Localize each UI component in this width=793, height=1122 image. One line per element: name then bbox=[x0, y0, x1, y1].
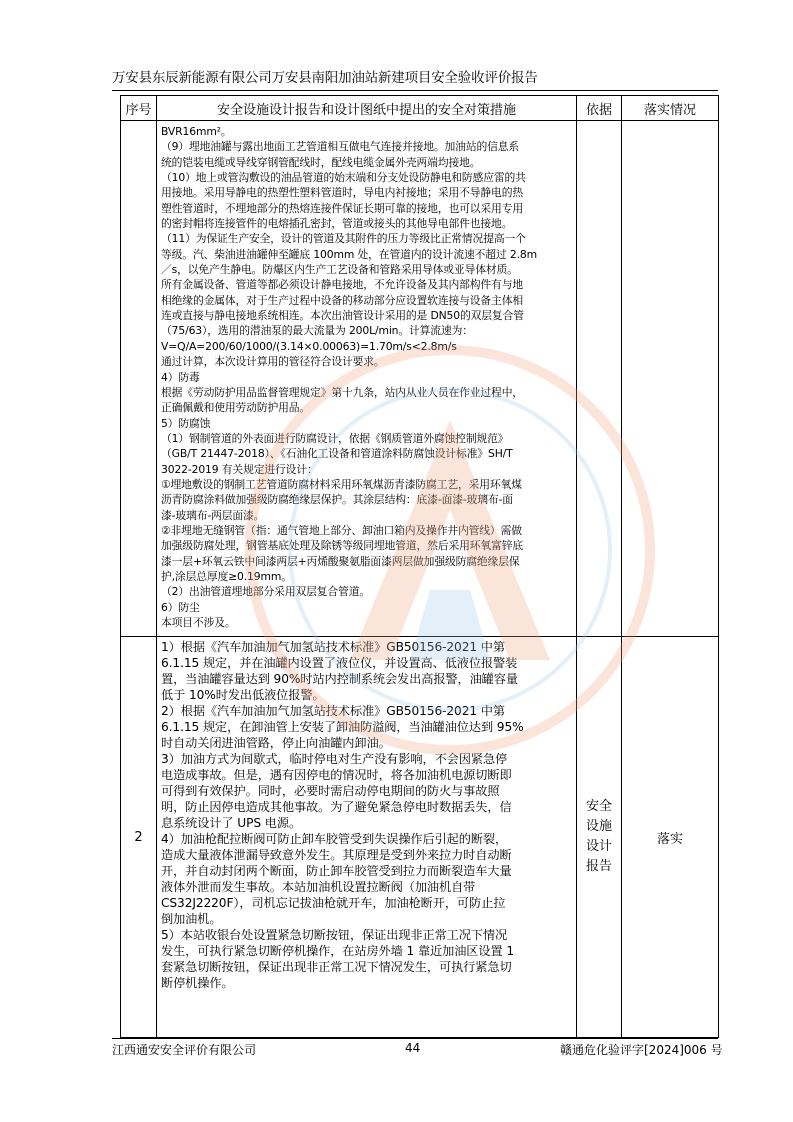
measure-text-line: 漆-玻璃布-两层面漆。 bbox=[161, 508, 265, 522]
measure-text-line: 漆一层+环氧云铁中间漆两层+丙烯酸聚氨脂面漆两层做加强级防腐绝缘层保 bbox=[161, 554, 520, 568]
measure-text-line: 造成大量液体泄漏导致意外发生。其原理是受到外来拉力时自动断 bbox=[161, 848, 512, 862]
measure-text-line: 相绝缘的金属体，对于生产过程中设备的移动部分应设置软连接与设备主体相 bbox=[161, 293, 523, 307]
row2-basis-line: 安全 bbox=[585, 799, 612, 814]
measure-text-line: （11）为保证生产安全，设计的管道及其附件的压力等级比正常情况提高一个 bbox=[161, 232, 526, 246]
measure-text-line: CS32J2220F），司机忘记拔油枪就开车，加油枪断开，可防止拉 bbox=[161, 896, 506, 910]
header-divider bbox=[112, 90, 718, 91]
measure-text-line: 电造成事故。但是，遇有因停电的情况时，将各加油机电源切断即 bbox=[161, 768, 512, 782]
measure-text-line: （1）钢制管道的外表面进行防腐设计，依据《钢质管道外腐蚀控制规范》 bbox=[161, 431, 509, 445]
measure-text-line: 所有金属设备、管道等都必须设计静电接地，不允许设备及其内部构件有与地 bbox=[161, 278, 523, 292]
measure-text-line: 连或直接与静电接地系统相连。本次出油管设计采用的是 DN50的双层复合管 bbox=[161, 309, 524, 323]
measure-text-line: 5）防腐蚀 bbox=[161, 416, 211, 430]
measure-text-line: 套紧急切断按钮，保证出现非正常工况下情况发生，可执行紧急切 bbox=[161, 960, 512, 974]
row2-basis-line: 设施 bbox=[585, 819, 612, 834]
measure-text-line: 发生，可执行紧急切断停机操作，在站房外墙 1 靠近加油区设置 1 bbox=[161, 944, 514, 958]
row2-basis-line: 设计 bbox=[585, 839, 612, 854]
row2-index-cell: 2 bbox=[121, 637, 157, 1038]
measure-text-line: 6.1.15 规定，在卸油管上安装了卸油防溢阀，当油罐油位达到 95% bbox=[161, 720, 524, 734]
column-header-measures: 安全设施设计报告和设计图纸中提出的安全对策措施 bbox=[157, 96, 577, 121]
measure-text-line: （GB/T 21447-2018）、《石油化工设备和管道涂料防腐蚀设计标准》SH/T bbox=[161, 447, 513, 461]
measure-text-line: 加强级防腐处理，钢管基底处理及除锈等级同埋地管道，然后采用环氧富锌底 bbox=[161, 539, 523, 553]
table-row bbox=[121, 637, 719, 1038]
measure-text-line: 低于 10%时发出低液位报警。 bbox=[161, 688, 325, 702]
column-header-basis: 依据 bbox=[577, 96, 622, 121]
measure-text-line: 5）本站收银台处设置紧急切断按钮，保证出现非正常工况下情况 bbox=[161, 928, 508, 942]
measure-text-line: 本项目不涉及。 bbox=[161, 616, 236, 629]
measure-text-line: 4）防毒 bbox=[161, 370, 200, 384]
row2-basis-line: 报告 bbox=[585, 859, 612, 874]
measure-text-line: 正确佩戴和使用劳动防护用品。 bbox=[161, 401, 311, 415]
safety-measures-table bbox=[120, 95, 719, 1038]
measure-text-line: 3）加油方式为间歇式，临时停电对生产没有影响，不会因紧急停 bbox=[161, 752, 508, 766]
column-header-status: 落实情况 bbox=[622, 96, 719, 121]
measure-text-line: 息系统设计了 UPS 电源。 bbox=[161, 816, 302, 830]
measure-text-line: 通过计算，本次设计算用的管径符合设计要求。 bbox=[161, 355, 385, 369]
measure-text-line: 6）防尘 bbox=[161, 600, 200, 614]
row2-measures-cell bbox=[157, 637, 577, 1038]
measure-text-line: 统的铠装电缆或导线穿钢管配线时，配线电缆金属外壳两端均接地。 bbox=[161, 155, 481, 169]
footer-divider bbox=[112, 1038, 718, 1039]
footer-page-number: 44 bbox=[405, 1041, 421, 1055]
measure-text-line: ①埋地敷设的钢制工艺管道防腐材料采用环氧煤沥青漆防腐工艺，采用环氧煤 bbox=[161, 477, 522, 491]
measure-text-line: 等级。汽、柴油进油罐伸至罐底 100mm 处，在管道内的设计流速不超过 2.8m bbox=[161, 247, 537, 261]
measure-text-line: 用接地。采用导静电的热塑性塑料管道时，导电内衬接地；采用不导静电的热 bbox=[161, 186, 523, 200]
measure-text-line: 4）加油枪配拉断阀可防止卸车胶管受到失误操作后引起的断裂， bbox=[161, 832, 508, 846]
column-header-index: 序号 bbox=[121, 96, 157, 121]
measure-text-line: ②非埋地无缝钢管（指：通气管地上部分、卸油口箱内及操作井内管线）需做 bbox=[161, 523, 522, 537]
table-header-row bbox=[121, 96, 719, 121]
measure-text-line: 3022-2019 有关规定进行设计： bbox=[161, 462, 318, 476]
measure-text-line: （10）地上或管沟敷设的油品管道的始末端和分支处设防静电和防感应雷的共 bbox=[161, 171, 526, 185]
measure-text-line: 塑性管道时，不埋地部分的热熔连接件保证长期可靠的接地，也可以采用专用 bbox=[161, 201, 523, 215]
measure-text-line: 明，防止因停电造成其他事故。为了避免紧急停电时数据丢失，信 bbox=[161, 800, 512, 814]
row1-measures-text bbox=[161, 124, 572, 630]
measure-text-line: 可得到有效保护。同时，必要时需启动停电期间的防火与事故照 bbox=[161, 784, 500, 798]
row1-basis-cell bbox=[577, 121, 622, 637]
row1-index-cell bbox=[121, 121, 157, 637]
measure-text-line: 沥青防腐涂料做加强级防腐绝缘层保护。其涂层结构：底漆-面漆-玻璃布-面 bbox=[161, 493, 513, 507]
measure-text-line: 液体外泄而发生事故。本站加油机设置拉断阀（加油机自带 bbox=[161, 880, 476, 894]
row1-measures-cell bbox=[157, 121, 577, 637]
measure-text-line: 1）根据《汽车加油加气加氢站技术标准》GB50156-2021 中第 bbox=[161, 640, 505, 654]
measure-text-line: BVR16mm²。 bbox=[161, 125, 232, 138]
measure-text-line: 开，并自动封闭两个断面，防止卸车胶管受到拉力而断裂造车大量 bbox=[161, 864, 512, 878]
measure-text-line: 置，当油罐容量达到 90%时站内控制系统会发出高报警，油罐容量 bbox=[161, 672, 518, 686]
row1-status-cell bbox=[622, 121, 719, 637]
measure-text-line: 的密封帽将连接管件的电熔插孔密封，管道或接头的其他导电部件也接地。 bbox=[161, 217, 513, 231]
measure-text-line: 根据《劳动防护用品监督管理规定》第十九条，站内从业人员在作业过程中， bbox=[161, 385, 523, 399]
page-header-title: 万安县东辰新能源有限公司万安县南阳加油站新建项目安全验收评价报告 bbox=[112, 70, 538, 86]
measure-text-line: 断停机操作。 bbox=[161, 976, 234, 990]
row2-basis-cell bbox=[577, 637, 622, 1038]
row2-status-cell: 落实 bbox=[622, 637, 719, 1038]
measure-text-line: V=Q/A=200/60/1000/(3.14×0.00063)=1.70m/s<2.8m/s bbox=[161, 339, 457, 353]
footer-company: 江西通安安全评价有限公司 bbox=[112, 1043, 257, 1057]
measure-text-line: 2）根据《汽车加油加气加氢站技术标准》GB50156-2021 中第 bbox=[161, 704, 505, 718]
table-row bbox=[121, 121, 719, 637]
measure-text-line: （2）出油管道埋地部分采用双层复合管道。 bbox=[161, 585, 371, 599]
measure-text-line: （75/63），选用的潜油泵的最大流量为 200L/min。计算流速为： bbox=[161, 324, 473, 338]
row2-measures-text bbox=[161, 639, 572, 991]
measure-text-line: 倒加油机。 bbox=[161, 912, 222, 926]
measure-text-line: 6.1.15 规定，并在油罐内设置了液位仪，并设置高、低液位报警装 bbox=[161, 656, 518, 670]
measure-text-line: ／s，以免产生静电。防爆区内生产工艺设备和管路采用导体或亚导体材质。 bbox=[161, 263, 518, 277]
measure-text-line: 时自动关闭进油管路，停止向油罐内卸油。 bbox=[161, 736, 391, 750]
footer-doc-code: 赣通危化验评字[2024]006 号 bbox=[560, 1043, 723, 1057]
measure-text-line: （9）埋地油罐与露出地面工艺管道相互做电气连接并接地。加油站的信息系 bbox=[161, 140, 520, 154]
measure-text-line: 护,涂层总厚度≥0.19mm。 bbox=[161, 569, 292, 583]
